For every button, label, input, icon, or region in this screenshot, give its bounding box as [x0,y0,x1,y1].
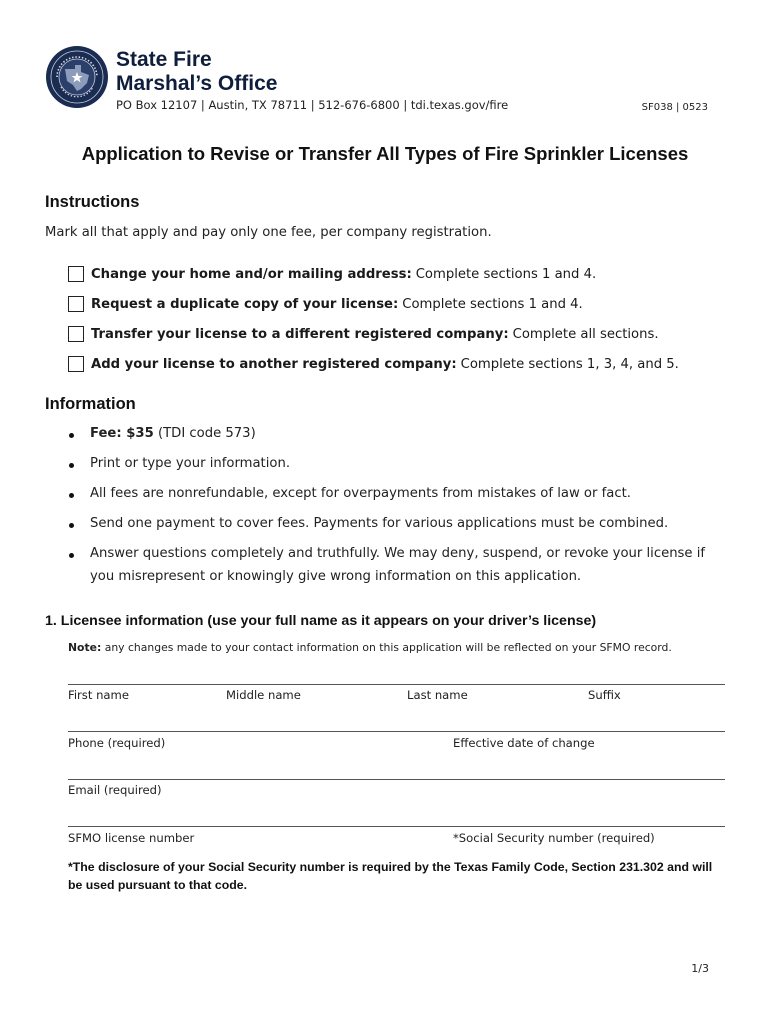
option-label-bold: Transfer your license to a different registered company: [91,326,509,342]
page-title: Application to Revise or Transfer All Types of Fire Sprinkler Licenses [81,143,689,164]
bullet-dot [69,493,74,498]
information-heading: Information [45,395,136,413]
ssn-disclosure: *The disclosure of your Social Security number is required by the Texas Family Code, Section 231.302 and will be used pursuant to that code. [68,860,713,892]
fee-code: (TDI code 573) [157,426,256,441]
license-number-input[interactable] [190,826,444,854]
note-text: any changes made to your contact information on this application will be reflected on your SFMO record. [104,641,672,654]
option-label-bold: Add your license to another registered company: [91,356,457,372]
email-input[interactable] [68,799,727,827]
note-label: Note: [68,641,102,654]
form-page: State Fire Marshal’s Office PO Box 12107 | Austin, TX 78711 | 512-676-6800 | tdi.texas.gov/fire SF038 | 0523 Application to Revise or Transfer All Types of Fire Sprinkler Licenses Instructions Mark all that apply and pay only one fee, per company registration. Change your home and/or mailing address: Complete sections 1 and 4. Request a duplicate copy of your license: Complete sections 1 and 4. Transfer your license to a different registered company: Complete all sections. Add your license to another registered company: Complete sections 1, 3, 4, and 5. Information Fee: $35 (TDI code 573) Print or type your information. All fees are nonrefundable, except for overpayments from mistakes of law or fact. Send one payment to cover fees. Payments for various applications must be combined. Answer questions completely and truthfully. We may deny, suspend, or revoke your license if you misrepresent or knowingly give wrong information on this application. 1. Licensee information (use your full name as it appears on your driver’s license) Note: any changes made to your contact information on this application will be reflected on your SFMO record. First name Middle name Last name Suffix Phone (required) Effective date of change Email (required) SFMO license number *Social Security number (required) *The disclosure of your Social Security number is required by the Texas Family Code, Section 231.302 and will be used pursuant to that code. 1/3 [0,0,770,1024]
checkbox-change-address[interactable] [68,266,84,282]
middle-name-label: Middle name [226,688,301,702]
email-label: Email (required) [68,783,162,797]
field-divider [68,731,725,732]
option-label-bold: Request a duplicate copy of your license: [91,296,399,312]
option-label-rest: Complete sections 1 and 4. [402,296,583,312]
checkbox-duplicate-license[interactable] [68,296,84,312]
option-change-address[interactable] [68,264,596,284]
option-label-rest: Complete sections 1, 3, 4, and 5. [460,356,679,372]
instructions-intro: Mark all that apply and pay only one fee, per company registration. [45,225,492,240]
org-name [116,48,277,96]
field-divider [68,684,725,685]
option-duplicate-license[interactable] [68,294,583,314]
phone-input[interactable] [68,751,447,779]
option-label-bold: Change your home and/or mailing address: [91,266,412,282]
fee-amount: Fee: $35 [90,426,154,441]
section1-title: 1. Licensee information (use your full name as it appears on your driver’s license) [45,613,597,629]
effective-date-label: Effective date of change [453,736,595,750]
checkbox-add-license[interactable] [68,356,84,372]
field-divider [68,779,725,780]
bullet-dot [69,523,74,528]
middle-name-input[interactable] [226,704,402,732]
ssn-input[interactable] [650,826,729,854]
bullet-dot [69,463,74,468]
section1-note [68,641,672,654]
license-number-label: SFMO license number [68,831,195,845]
option-label-rest: Complete all sections. [512,326,659,342]
org-name-line1: State Fire [116,48,212,71]
ssn-label: *Social Security number (required) [453,831,655,845]
suffix-input[interactable] [588,704,728,732]
checkbox-transfer-license[interactable] [68,326,84,342]
option-label-rest: Complete sections 1 and 4. [415,266,597,282]
bullet-dot [69,433,74,438]
last-name-label: Last name [407,688,468,702]
option-add-license[interactable] [68,354,679,374]
effective-date-input[interactable] [453,751,727,779]
texas-sfmo-seal-icon [45,45,109,109]
last-name-input[interactable] [407,704,583,732]
phone-label: Phone (required) [68,736,166,750]
first-name-input[interactable] [68,704,222,732]
first-name-label: First name [68,688,129,702]
org-contact: PO Box 12107 | Austin, TX 78711 | 512-676-6800 | tdi.texas.gov/fire [116,98,509,112]
option-transfer-license[interactable] [68,324,659,344]
suffix-label: Suffix [588,688,621,702]
org-name-line2: Marshal’s Office [116,72,278,95]
instructions-heading: Instructions [45,193,140,211]
form-code: SF038 | 0523 [641,102,708,113]
page-number: 1/3 [691,962,709,975]
bullet-dot [69,553,74,558]
